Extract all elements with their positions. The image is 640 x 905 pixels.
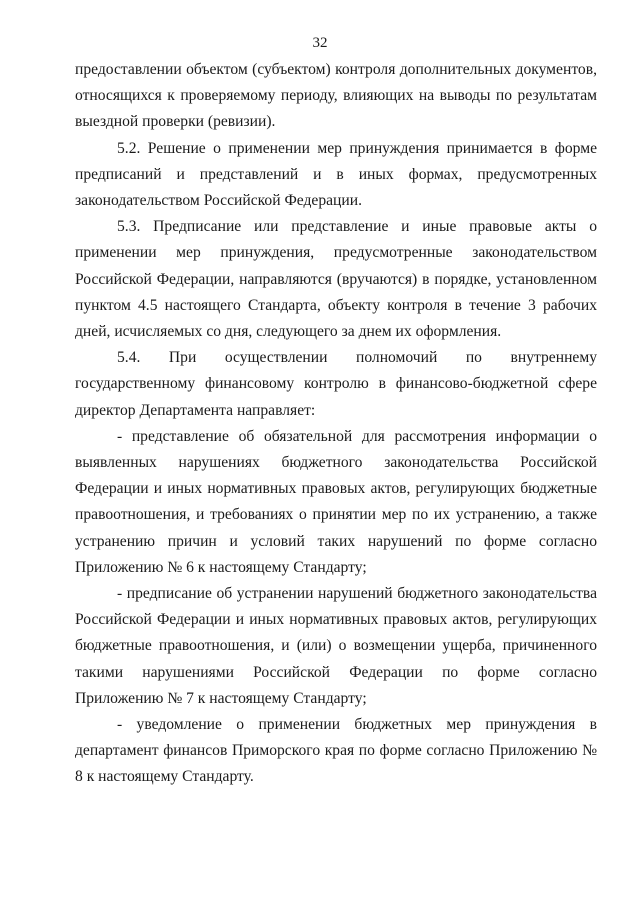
list-item-order: - предписание об устранении нарушений бюджетного законодательства Российской Федерации и иных нормативных правовых актов, регулирующих бюджетные правоотношения, и (или) о возмещении ущерба, причиненного такими нарушениями Российской Федерации по форме согласно Приложению № 7 к настоящему Стандарту; [75,585,597,707]
list-item-representation: - представление об обязательной для рассмотрения информации о выявленных нарушениях бюджетного законодательства Российской Федерации и иных нормативных правовых актов, регулирующих бюджетные правоотношения, и требованиях о принятии мер по их устранению, а также устранению причин и условий таких нарушений по форме согласно Приложению № 6 к настоящему Стандарту; [75,427,597,576]
document-body [75,57,597,791]
page-number: 32 [312,35,328,51]
list-item-notification: - уведомление о применении бюджетных мер принуждения в департамент финансов Приморского края по форме согласно Приложению № 8 к настоящему Стандарту. [75,716,597,786]
paragraph-continuation: предоставлении объектом (субъектом) контроля дополнительных документов, относящихся к проверяемому периоду, влияющих на выводы по результатам выездной проверки (ревизии). [75,61,597,131]
paragraph-5-2: 5.2. Решение о применении мер принуждения принимается в форме предписаний и представлений и в иных формах, предусмотренных законодательством Российской Федерации. [75,139,597,210]
paragraph-5-4: 5.4. При осуществлении полномочий по внутреннему государственному финансовому контролю в финансово-бюджетной сфере директор Департамента направляет: [75,349,597,419]
paragraph-5-3: 5.3. Предписание или представление и иные правовые акты о применении мер принуждения, предусмотренные законодательством Российской Федерации, направляются (вручаются) в порядке, установленном пунктом 4.5 настоящего Стандарта, объекту контроля в течение 3 рабочих дней, исчисляемых со дня, следующего за днем их оформления. [75,218,597,341]
